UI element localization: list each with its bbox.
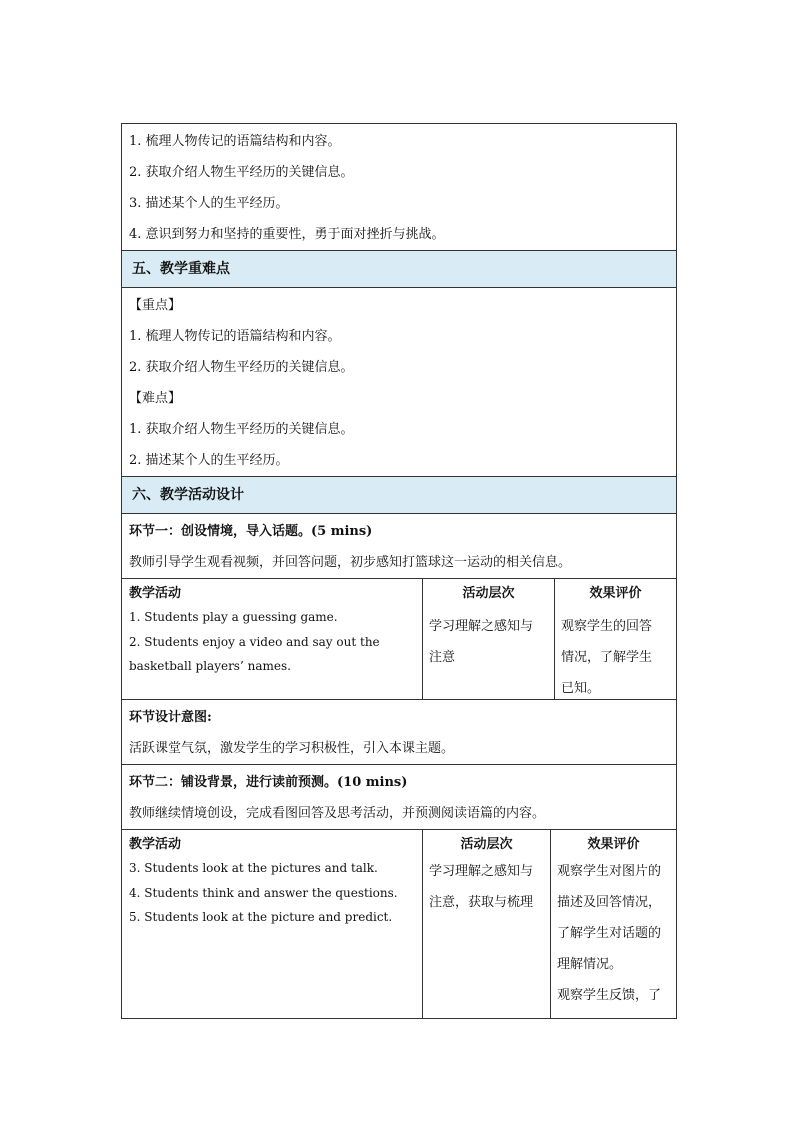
stage2-level-cell bbox=[423, 830, 551, 1018]
level-text: 学习理解之感知与 bbox=[429, 619, 534, 634]
key-points-block bbox=[122, 288, 676, 477]
stage2-activity-table bbox=[122, 830, 676, 1018]
objectives-block bbox=[122, 124, 676, 251]
lesson-plan-table bbox=[121, 123, 677, 1019]
eval-text: 理解情况。 bbox=[557, 957, 623, 972]
eval-text: 情况，了解学生 bbox=[561, 650, 653, 665]
difficult-point-item: 2. 描述某个人的生平经历。 bbox=[129, 453, 289, 468]
stage1-level-cell bbox=[423, 579, 555, 699]
col-level-header: 活动层次 bbox=[462, 586, 515, 601]
eval-text: 观察学生的回答 bbox=[561, 619, 653, 634]
col-activity-header: 教学活动 bbox=[129, 586, 182, 601]
intent-text: 活跃课堂气氛，激发学生的学习积极性，引入本课主题。 bbox=[129, 741, 455, 756]
eval-text: 观察学生对图片的 bbox=[557, 864, 662, 879]
activity-item: 3. Students look at the pictures and talk. bbox=[129, 861, 378, 875]
stage1-eval-cell bbox=[555, 579, 676, 699]
level-text: 学习理解之感知与 bbox=[429, 864, 534, 879]
stage2-header bbox=[122, 765, 676, 830]
objective-item: 1. 梳理人物传记的语篇结构和内容。 bbox=[129, 134, 341, 149]
stage2-eval-cell bbox=[551, 830, 676, 1018]
eval-text: 已知。 bbox=[561, 681, 601, 696]
section-heading-key-points: 五、教学重难点 bbox=[122, 251, 676, 288]
key-point-item: 1. 梳理人物传记的语篇结构和内容。 bbox=[129, 329, 341, 344]
key-points-label: 【重点】 bbox=[129, 298, 182, 313]
eval-text: 了解学生对话题的 bbox=[557, 926, 662, 941]
col-eval-header: 效果评价 bbox=[589, 586, 642, 601]
stage1-activity-table bbox=[122, 579, 676, 700]
activity-item: 2. Students enjoy a video and say out the bbox=[129, 634, 380, 649]
stage1-description: 教师引导学生观看视频，并回答问题，初步感知打篮球这一运动的相关信息。 bbox=[129, 555, 572, 570]
stage1-header bbox=[122, 514, 676, 579]
stage2-description: 教师继续情境创设，完成看图回答及思考活动，并预测阅读语篇的内容。 bbox=[129, 806, 546, 821]
stage1-title: 环节一：创设情境，导入话题。(5 mins) bbox=[129, 524, 373, 539]
col-activity-header: 教学活动 bbox=[129, 837, 182, 852]
level-text: 注意 bbox=[429, 650, 456, 665]
intent-label: 环节设计意图: bbox=[129, 710, 212, 725]
eval-text: 观察学生反馈，了 bbox=[557, 988, 662, 1003]
stage1-activity-cell bbox=[122, 579, 423, 699]
section-heading-activity-design: 六、教学活动设计 bbox=[122, 477, 676, 514]
stage2-activity-cell bbox=[122, 830, 423, 1018]
activity-item: basketball players’ names. bbox=[129, 659, 291, 673]
eval-text: 描述及回答情况， bbox=[557, 895, 662, 910]
col-level-header: 活动层次 bbox=[460, 837, 513, 852]
activity-item: 4. Students think and answer the questions. bbox=[129, 885, 398, 900]
level-text: 注意，获取与梳理 bbox=[429, 895, 534, 910]
col-eval-header: 效果评价 bbox=[587, 837, 640, 852]
key-point-item: 2. 获取介绍人物生平经历的关键信息。 bbox=[129, 360, 354, 375]
objective-item: 3. 描述某个人的生平经历。 bbox=[129, 196, 289, 211]
objective-item: 2. 获取介绍人物生平经历的关键信息。 bbox=[129, 165, 354, 180]
activity-item: 5. Students look at the picture and predict. bbox=[129, 910, 393, 924]
stage1-intent-block bbox=[122, 700, 676, 765]
stage2-title: 环节二：铺设背景，进行读前预测。(10 mins) bbox=[129, 775, 408, 790]
difficult-point-item: 1. 获取介绍人物生平经历的关键信息。 bbox=[129, 422, 354, 437]
activity-item: 1. Students play a guessing game. bbox=[129, 610, 338, 624]
objective-item: 4. 意识到努力和坚持的重要性，勇于面对挫折与挑战。 bbox=[129, 227, 445, 242]
difficult-points-label: 【难点】 bbox=[129, 391, 182, 406]
